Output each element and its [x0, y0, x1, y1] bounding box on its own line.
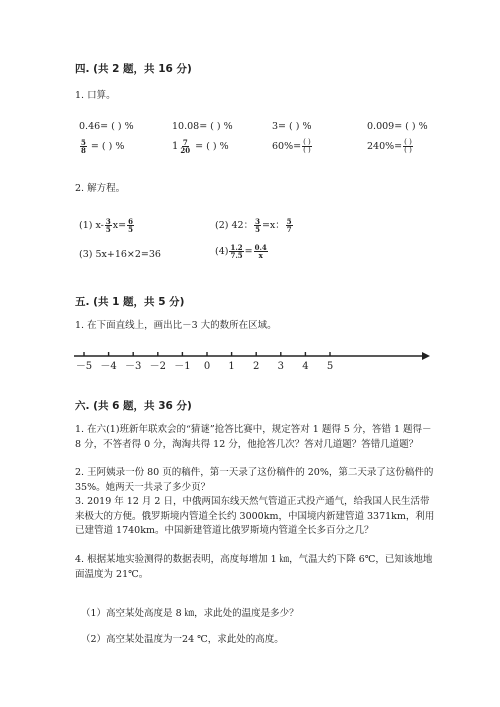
number-line-label: 1	[228, 361, 235, 372]
section-4-title: 四. (共 2 题，共 16 分)	[75, 63, 192, 75]
oral-calc-item: 0.46= ( ) %	[79, 121, 134, 132]
fraction-denominator: 5	[255, 225, 260, 234]
number-line	[70, 340, 430, 380]
fraction-numerator: 5	[81, 138, 86, 147]
number-line-question: 1. 在下面直线上，画出比－3 大的数所在区域。	[75, 320, 277, 331]
equation-1	[79, 218, 135, 233]
equation-text: (2) 42：	[215, 220, 254, 231]
oral-calc-item: 10.08= ( ) %	[172, 121, 233, 132]
number-line-label: －2	[149, 361, 166, 372]
fraction-numerator: ( )	[404, 138, 412, 146]
fraction-numerator: 7	[182, 138, 188, 147]
calc-prefix: 240%=	[367, 141, 403, 152]
word-problem-1: 1. 在六(1)班新年联欢会的“猜谜”抢答比赛中，规定答对 1 题得 5 分，答错 1 题得－8 分，不答者得 0 分，淘淘共得 12 分，他抢答几次？答对几道题？答错几道题？	[75, 424, 432, 450]
question-1-label: 1. 口算。	[75, 90, 116, 101]
oral-calc-item: 0.009= ( ) %	[367, 121, 428, 132]
fraction-denominator: 5	[128, 225, 133, 234]
sub-question-2: （2）高空某处温度为一24 ℃，求此处的高度。	[81, 634, 284, 645]
number-line-label: 3	[277, 361, 284, 372]
oral-calc-mixed-item	[172, 139, 229, 154]
fraction-numerator: 5	[286, 217, 292, 226]
calc-suffix: = ( ) %	[195, 141, 229, 152]
fraction-numerator: 3	[255, 217, 260, 226]
number-line-label: 4	[302, 361, 309, 372]
equation-text: =	[244, 246, 253, 257]
oral-calc-item: 3= ( ) %	[272, 121, 312, 132]
equation-2	[215, 218, 294, 233]
fraction-numerator: 3	[105, 217, 111, 226]
calc-prefix: 60%=	[272, 141, 302, 152]
number-line-label: 5	[326, 361, 334, 372]
question-2-label: 2. 解方程。	[75, 183, 126, 194]
arrow-head-icon	[422, 352, 430, 360]
equation-text: (1) x-	[79, 220, 104, 231]
calc-suffix: = ( ) %	[90, 141, 125, 152]
word-problem-2: 2. 王阿姨录一份 80 页的稿件，第一天录了这份稿件的 20%，第二天录了这份稿件的 35%。她两天一共录了多少页？	[75, 467, 434, 493]
oral-calc-percent-item	[272, 139, 313, 154]
fraction-denominator: 5	[105, 225, 111, 234]
sub-question-1: （1）高空某处高度是 8 ㎞，求此处的温度是多少？	[81, 608, 299, 619]
number-line-label: 0	[203, 361, 211, 372]
number-line-label: －4	[100, 361, 117, 372]
fraction-denominator: 7	[286, 225, 292, 234]
fraction-denominator: 7.5	[230, 251, 243, 260]
fraction-denominator: ( )	[303, 146, 311, 154]
number-line-label: －3	[125, 361, 142, 372]
fraction-denominator: 20	[180, 146, 191, 155]
equation-text: (4)	[215, 246, 229, 257]
equation-4	[215, 244, 269, 259]
fraction-denominator: x	[258, 251, 263, 260]
number-line-label: －1	[174, 361, 191, 372]
oral-calc-percent-item	[367, 139, 414, 154]
fraction-numerator: 0.4	[254, 243, 267, 252]
equation-3: (3) 5x+16×2=36	[79, 249, 161, 260]
word-problem-3: 3. 2019 年 12 月 2 日，中俄两国东线天然气管道正式投产通气，给我国人民生活带来极大的方便。俄罗斯境内管道全长约 3000km，中国境内新建管道 3371km，利用已建管道 1740km。中国新建管道比俄罗斯境内管道全长多百分之几？	[75, 496, 435, 536]
equation-text: =x：	[261, 220, 285, 231]
fraction-denominator: ( )	[404, 146, 412, 154]
number-line-label: 2	[253, 361, 260, 372]
equation-text: x=	[112, 220, 127, 231]
oral-calc-fraction-item	[79, 139, 124, 154]
fraction-numerator: 6	[128, 217, 133, 226]
word-problem-4: 4. 根据某地实验测得的数据表明，高度每增加 1 ㎞，气温大约下降 6℃，已知该地地面温度为 21℃。	[75, 554, 433, 580]
section-6-title: 六. (共 6 题，共 36 分)	[75, 400, 192, 412]
number-line-label: －5	[75, 361, 93, 372]
fraction-numerator: ( )	[303, 138, 311, 146]
mixed-whole: 1	[172, 141, 179, 152]
fraction-numerator: 1.2	[230, 243, 243, 252]
fraction-denominator: 8	[81, 146, 86, 155]
section-5-title: 五. (共 1 题，共 5 分)	[75, 296, 185, 308]
